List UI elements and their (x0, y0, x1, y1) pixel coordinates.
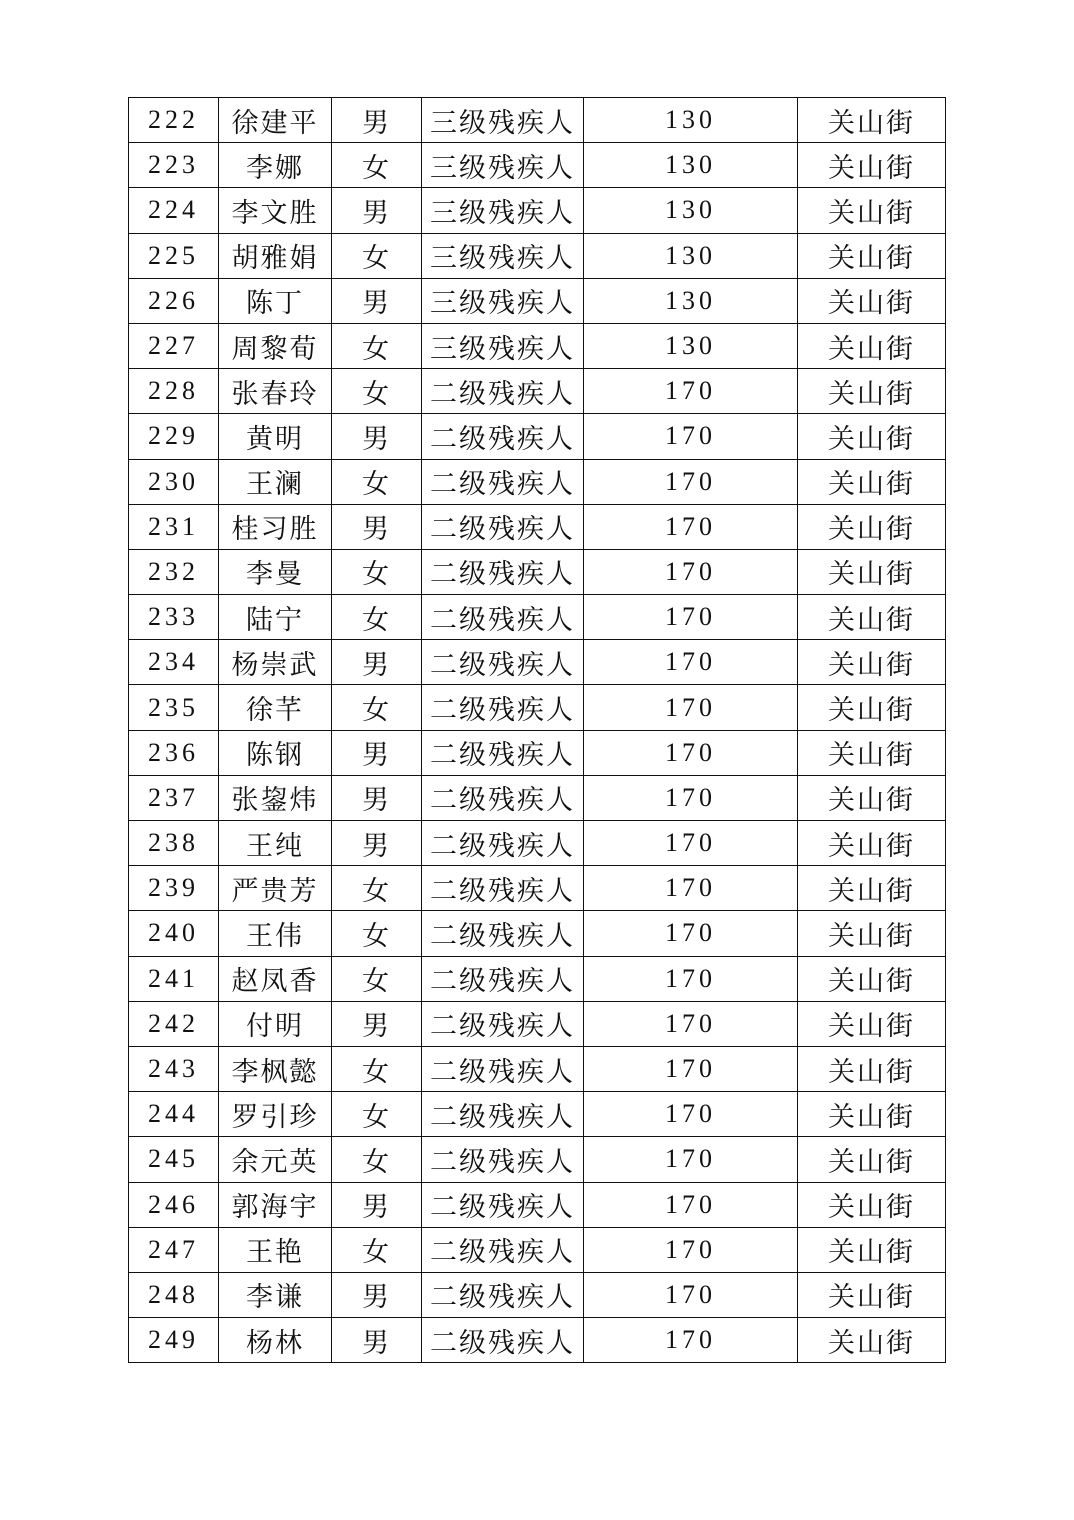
table-row (129, 1272, 946, 1317)
subsidy-amount-cell: 170 (584, 369, 798, 414)
disability-level-cell: 三级残疾人 (422, 143, 584, 188)
street-name-cell: 关山街 (798, 911, 946, 956)
street-name-cell: 关山街 (798, 685, 946, 730)
row-number-cell: 242 (129, 1001, 219, 1046)
table-row (129, 775, 946, 820)
person-name-cell: 王伟 (219, 911, 332, 956)
person-name-cell: 徐建平 (219, 98, 332, 143)
table-row (129, 1227, 946, 1272)
table-row (129, 956, 946, 1001)
person-name-cell: 王艳 (219, 1227, 332, 1272)
subsidy-amount-cell: 130 (584, 278, 798, 323)
street-name-cell: 关山街 (798, 233, 946, 278)
subsidy-amount-cell: 170 (584, 821, 798, 866)
subsidy-amount-cell: 170 (584, 1318, 798, 1363)
table-row (129, 504, 946, 549)
gender-cell: 男 (332, 1001, 422, 1046)
disability-level-cell: 二级残疾人 (422, 1046, 584, 1091)
row-number-cell: 222 (129, 98, 219, 143)
gender-cell: 男 (332, 188, 422, 233)
table-row (129, 549, 946, 594)
table-row (129, 1318, 946, 1363)
gender-cell: 女 (332, 1227, 422, 1272)
disability-level-cell: 二级残疾人 (422, 730, 584, 775)
disability-level-cell: 二级残疾人 (422, 549, 584, 594)
subsidy-amount-cell: 170 (584, 911, 798, 956)
gender-cell: 女 (332, 323, 422, 368)
gender-cell: 女 (332, 956, 422, 1001)
disability-level-cell: 二级残疾人 (422, 1001, 584, 1046)
person-name-cell: 李文胜 (219, 188, 332, 233)
street-name-cell: 关山街 (798, 459, 946, 504)
person-name-cell: 杨林 (219, 1318, 332, 1363)
street-name-cell: 关山街 (798, 1001, 946, 1046)
row-number-cell: 227 (129, 323, 219, 368)
street-name-cell: 关山街 (798, 98, 946, 143)
disability-level-cell: 二级残疾人 (422, 1318, 584, 1363)
table-row (129, 98, 946, 143)
gender-cell: 女 (332, 1046, 422, 1091)
gender-cell: 女 (332, 911, 422, 956)
street-name-cell: 关山街 (798, 1046, 946, 1091)
person-name-cell: 郭海宇 (219, 1182, 332, 1227)
disability-level-cell: 三级残疾人 (422, 233, 584, 278)
person-name-cell: 杨崇武 (219, 640, 332, 685)
person-name-cell: 王纯 (219, 821, 332, 866)
disability-level-cell: 二级残疾人 (422, 504, 584, 549)
disability-level-cell: 二级残疾人 (422, 1272, 584, 1317)
person-name-cell: 李娜 (219, 143, 332, 188)
table-row (129, 911, 946, 956)
row-number-cell: 230 (129, 459, 219, 504)
row-number-cell: 235 (129, 685, 219, 730)
gender-cell: 女 (332, 866, 422, 911)
gender-cell: 男 (332, 1318, 422, 1363)
table-row (129, 188, 946, 233)
disability-level-cell: 二级残疾人 (422, 956, 584, 1001)
subsidy-amount-cell: 170 (584, 595, 798, 640)
disability-level-cell: 二级残疾人 (422, 459, 584, 504)
table-row (129, 1046, 946, 1091)
street-name-cell: 关山街 (798, 1137, 946, 1182)
disability-level-cell: 三级残疾人 (422, 323, 584, 368)
street-name-cell: 关山街 (798, 956, 946, 1001)
table-row (129, 595, 946, 640)
subsidy-amount-cell: 170 (584, 1046, 798, 1091)
street-name-cell: 关山街 (798, 504, 946, 549)
disability-level-cell: 二级残疾人 (422, 911, 584, 956)
row-number-cell: 238 (129, 821, 219, 866)
disability-level-cell: 二级残疾人 (422, 685, 584, 730)
person-name-cell: 余元英 (219, 1137, 332, 1182)
row-number-cell: 231 (129, 504, 219, 549)
street-name-cell: 关山街 (798, 1182, 946, 1227)
disability-level-cell: 二级残疾人 (422, 369, 584, 414)
roster-table (128, 97, 946, 1363)
person-name-cell: 王澜 (219, 459, 332, 504)
row-number-cell: 246 (129, 1182, 219, 1227)
subsidy-amount-cell: 170 (584, 1182, 798, 1227)
subsidy-amount-cell: 170 (584, 459, 798, 504)
roster-body (129, 98, 946, 1363)
disability-level-cell: 二级残疾人 (422, 1092, 584, 1137)
table-row (129, 459, 946, 504)
disability-level-cell: 二级残疾人 (422, 821, 584, 866)
person-name-cell: 陈丁 (219, 278, 332, 323)
street-name-cell: 关山街 (798, 1092, 946, 1137)
disability-level-cell: 二级残疾人 (422, 775, 584, 820)
person-name-cell: 严贵芳 (219, 866, 332, 911)
street-name-cell: 关山街 (798, 143, 946, 188)
gender-cell: 女 (332, 685, 422, 730)
table-row (129, 1092, 946, 1137)
gender-cell: 女 (332, 459, 422, 504)
gender-cell: 男 (332, 504, 422, 549)
person-name-cell: 李枫懿 (219, 1046, 332, 1091)
disability-level-cell: 二级残疾人 (422, 414, 584, 459)
table-row (129, 323, 946, 368)
disability-level-cell: 二级残疾人 (422, 1137, 584, 1182)
street-name-cell: 关山街 (798, 730, 946, 775)
street-name-cell: 关山街 (798, 1272, 946, 1317)
street-name-cell: 关山街 (798, 414, 946, 459)
row-number-cell: 240 (129, 911, 219, 956)
table-row (129, 1137, 946, 1182)
street-name-cell: 关山街 (798, 278, 946, 323)
subsidy-amount-cell: 130 (584, 323, 798, 368)
street-name-cell: 关山街 (798, 595, 946, 640)
table-row (129, 640, 946, 685)
table-row (129, 414, 946, 459)
table-row (129, 233, 946, 278)
row-number-cell: 232 (129, 549, 219, 594)
subsidy-amount-cell: 170 (584, 685, 798, 730)
subsidy-amount-cell: 170 (584, 640, 798, 685)
gender-cell: 男 (332, 640, 422, 685)
disability-level-cell: 三级残疾人 (422, 278, 584, 323)
table-row (129, 1182, 946, 1227)
gender-cell: 女 (332, 143, 422, 188)
street-name-cell: 关山街 (798, 821, 946, 866)
gender-cell: 女 (332, 549, 422, 594)
row-number-cell: 233 (129, 595, 219, 640)
person-name-cell: 付明 (219, 1001, 332, 1046)
subsidy-amount-cell: 130 (584, 188, 798, 233)
street-name-cell: 关山街 (798, 1227, 946, 1272)
subsidy-amount-cell: 170 (584, 775, 798, 820)
subsidy-amount-cell: 130 (584, 98, 798, 143)
street-name-cell: 关山街 (798, 369, 946, 414)
subsidy-amount-cell: 170 (584, 1092, 798, 1137)
person-name-cell: 徐芊 (219, 685, 332, 730)
person-name-cell: 张春玲 (219, 369, 332, 414)
gender-cell: 男 (332, 775, 422, 820)
gender-cell: 男 (332, 821, 422, 866)
table-row (129, 866, 946, 911)
subsidy-amount-cell: 170 (584, 549, 798, 594)
disability-level-cell: 二级残疾人 (422, 1227, 584, 1272)
street-name-cell: 关山街 (798, 188, 946, 233)
table-row (129, 685, 946, 730)
row-number-cell: 229 (129, 414, 219, 459)
person-name-cell: 赵凤香 (219, 956, 332, 1001)
street-name-cell: 关山街 (798, 866, 946, 911)
street-name-cell: 关山街 (798, 1318, 946, 1363)
gender-cell: 女 (332, 1137, 422, 1182)
person-name-cell: 黄明 (219, 414, 332, 459)
disability-level-cell: 三级残疾人 (422, 188, 584, 233)
subsidy-amount-cell: 130 (584, 143, 798, 188)
row-number-cell: 225 (129, 233, 219, 278)
subsidy-amount-cell: 170 (584, 730, 798, 775)
gender-cell: 女 (332, 233, 422, 278)
subsidy-amount-cell: 170 (584, 1227, 798, 1272)
person-name-cell: 张鋆炜 (219, 775, 332, 820)
street-name-cell: 关山街 (798, 549, 946, 594)
row-number-cell: 248 (129, 1272, 219, 1317)
disability-level-cell: 三级残疾人 (422, 98, 584, 143)
subsidy-amount-cell: 170 (584, 1272, 798, 1317)
street-name-cell: 关山街 (798, 640, 946, 685)
row-number-cell: 224 (129, 188, 219, 233)
disability-level-cell: 二级残疾人 (422, 1182, 584, 1227)
row-number-cell: 237 (129, 775, 219, 820)
subsidy-amount-cell: 170 (584, 956, 798, 1001)
gender-cell: 女 (332, 595, 422, 640)
subsidy-amount-cell: 130 (584, 233, 798, 278)
table-row (129, 730, 946, 775)
person-name-cell: 罗引珍 (219, 1092, 332, 1137)
row-number-cell: 228 (129, 369, 219, 414)
person-name-cell: 陈钢 (219, 730, 332, 775)
table-row (129, 1001, 946, 1046)
row-number-cell: 226 (129, 278, 219, 323)
table-row (129, 278, 946, 323)
person-name-cell: 周黎荀 (219, 323, 332, 368)
row-number-cell: 239 (129, 866, 219, 911)
gender-cell: 男 (332, 98, 422, 143)
row-number-cell: 234 (129, 640, 219, 685)
subsidy-amount-cell: 170 (584, 504, 798, 549)
disability-level-cell: 二级残疾人 (422, 640, 584, 685)
gender-cell: 男 (332, 278, 422, 323)
table-row (129, 821, 946, 866)
person-name-cell: 胡雅娟 (219, 233, 332, 278)
street-name-cell: 关山街 (798, 775, 946, 820)
row-number-cell: 245 (129, 1137, 219, 1182)
gender-cell: 男 (332, 414, 422, 459)
row-number-cell: 241 (129, 956, 219, 1001)
gender-cell: 男 (332, 1182, 422, 1227)
row-number-cell: 243 (129, 1046, 219, 1091)
person-name-cell: 陆宁 (219, 595, 332, 640)
disability-level-cell: 二级残疾人 (422, 866, 584, 911)
street-name-cell: 关山街 (798, 323, 946, 368)
table-row (129, 143, 946, 188)
gender-cell: 男 (332, 1272, 422, 1317)
subsidy-amount-cell: 170 (584, 1001, 798, 1046)
row-number-cell: 244 (129, 1092, 219, 1137)
table-row (129, 369, 946, 414)
gender-cell: 男 (332, 730, 422, 775)
subsidy-amount-cell: 170 (584, 1137, 798, 1182)
row-number-cell: 236 (129, 730, 219, 775)
disability-level-cell: 二级残疾人 (422, 595, 584, 640)
row-number-cell: 223 (129, 143, 219, 188)
gender-cell: 女 (332, 369, 422, 414)
row-number-cell: 247 (129, 1227, 219, 1272)
row-number-cell: 249 (129, 1318, 219, 1363)
person-name-cell: 李谦 (219, 1272, 332, 1317)
person-name-cell: 李曼 (219, 549, 332, 594)
gender-cell: 女 (332, 1092, 422, 1137)
subsidy-amount-cell: 170 (584, 866, 798, 911)
person-name-cell: 桂习胜 (219, 504, 332, 549)
subsidy-amount-cell: 170 (584, 414, 798, 459)
